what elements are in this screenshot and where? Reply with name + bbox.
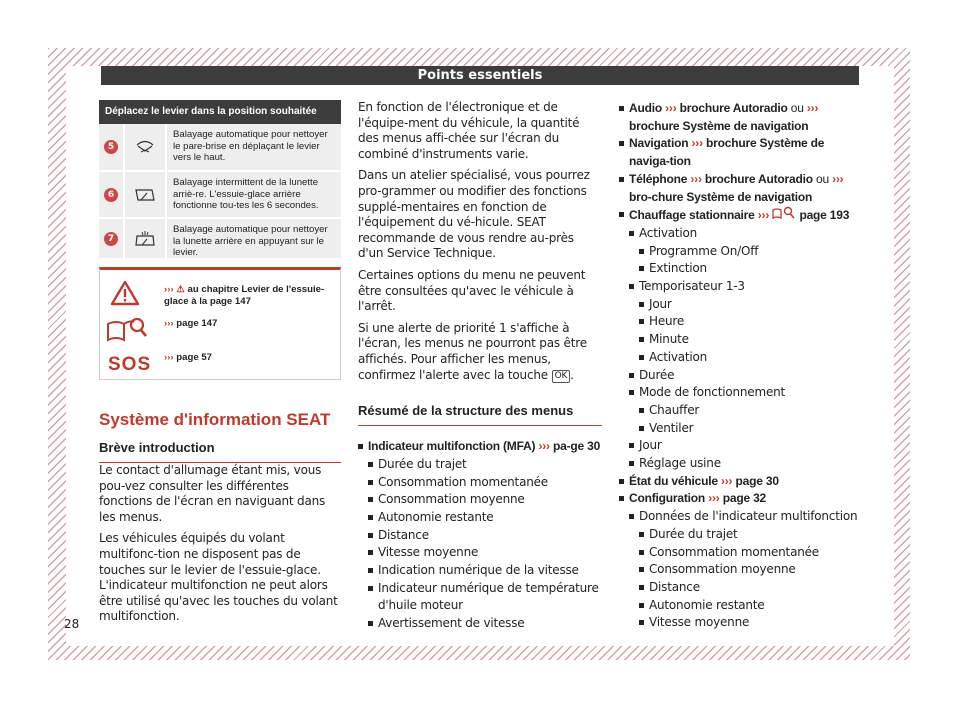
summary-title: Résumé de la structure des menus <box>358 403 602 426</box>
intro-paragraph: Les véhicules équipés du volant multifonc-tion ne disposent pas de touches sur le levier de l'essuie-glace. L'indicateur multifonction ne peut alors être utilisé qu'avec les touches du volant multifonction. <box>99 531 338 624</box>
step-number: 5 <box>104 140 118 154</box>
table-row <box>99 124 341 172</box>
middle-column <box>358 100 602 633</box>
reference-page[interactable]: ››› page 147 <box>164 318 218 329</box>
rear-wiper-interval-icon <box>123 172 167 217</box>
list-item: Consommation momentanée <box>368 474 602 492</box>
list-item: Distance <box>368 527 602 545</box>
list-item: Temporisateur 1-3 <box>629 278 864 296</box>
warning-icon <box>110 280 140 310</box>
list-item: Activation <box>629 225 864 243</box>
list-item: Vitesse moyenne <box>368 544 602 562</box>
table-cell-text: Balayage intermittent de la lunette arriè-re. L'essuie-glace arrière fonctionne tou-tes les 6 secondes. <box>173 177 319 211</box>
list-item[interactable]: Navigation ››› brochure Système de naviga-tion <box>619 135 864 170</box>
rear-washer-icon <box>123 219 167 258</box>
table-row <box>99 172 341 219</box>
list-item: Jour <box>629 437 864 455</box>
list-item: Jour <box>639 296 864 314</box>
list-item: Consommation moyenne <box>368 491 602 509</box>
table-cell-text: Balayage automatique pour nettoyer le pare-brise en déplaçant le levier vers le haut. <box>173 129 328 163</box>
list-item: Autonomie restante <box>368 509 602 527</box>
list-item: Durée du trajet <box>368 456 602 474</box>
list-item: Indication numérique de la vitesse <box>368 562 602 580</box>
list-item: Minute <box>639 331 864 349</box>
list-item: Données de l'indicateur multifonction <box>629 508 864 526</box>
page-number: 28 <box>64 617 80 631</box>
list-item[interactable]: Configuration ››› page 32 <box>619 490 864 508</box>
list-item: Durée <box>629 367 864 385</box>
left-column <box>99 100 341 631</box>
list-item[interactable]: État du véhicule ››› page 30 <box>619 473 864 491</box>
step-number: 7 <box>104 232 118 246</box>
right-column <box>619 100 864 632</box>
list-item: Programme On/Off <box>639 243 864 261</box>
list-item: Distance <box>639 579 864 597</box>
table-heading: Déplacez le levier dans la position souhaitée <box>99 100 341 124</box>
alert-paragraph: Si une alerte de priorité 1 s'affiche à l'écran, les menus ne pourront pas être affichés. Pour afficher les menus, confirmez l'alerte avec la touche OK . <box>358 320 587 382</box>
body-paragraph: Dans un atelier spécialisé, vous pourrez pro-grammer ou modifier des fonctions supplé-mentaires en fonction de l'équipement du vé-hicule. SEAT recommande de vous rendre au-près d'un Service Technique. <box>358 168 590 261</box>
list-item: Ventiler <box>639 420 864 438</box>
book-search-icon <box>772 208 796 222</box>
reference-warning[interactable]: ››› ⚠ au chapitre Levier de l'essuie-glace à la page 147 <box>164 284 325 307</box>
list-item: Indicateur numérique de température d'huile moteur <box>368 580 602 615</box>
sos-icon: SOS <box>108 354 152 375</box>
list-item: Extinction <box>639 260 864 278</box>
rear-wiper-auto-icon <box>123 124 167 170</box>
body-paragraph: En fonction de l'électronique et de l'équipe-ment du véhicule, la quantité des menus affi-chée sur l'écran du combiné d'instruments varie. <box>358 100 580 161</box>
section-title: Système d'information SEAT <box>99 410 331 429</box>
list-item: Vitesse moyenne <box>639 614 864 632</box>
list-item: Mode de fonctionnement <box>629 384 864 402</box>
list-item: Consommation moyenne <box>639 561 864 579</box>
table-row <box>99 219 341 260</box>
list-item[interactable]: Audio ››› brochure Autoradio ou ››› brochure Système de navigation <box>619 100 864 135</box>
intro-paragraph: Le contact d'allumage étant mis, vous pou-vez consulter les différentes fonctions de l'écran en naviguant dans les menus. <box>99 463 326 524</box>
menu-structure-list <box>358 438 602 633</box>
body-paragraph: Certaines options du menu ne peuvent être consultées qu'avec le véhicule à l'arrêt. <box>358 267 586 314</box>
reference-box <box>99 267 341 380</box>
list-item: Durée du trajet <box>639 526 864 544</box>
list-item: Avertissement de vitesse <box>368 615 602 633</box>
menu-structure-list <box>619 100 864 632</box>
reference-sos[interactable]: ››› page 57 <box>164 352 212 363</box>
list-item: Consommation momentanée <box>639 544 864 562</box>
list-item: Réglage usine <box>629 455 864 473</box>
page-header: Points essentiels <box>101 66 859 85</box>
list-item: Chauffer <box>639 402 864 420</box>
list-item: Autonomie restante <box>639 597 864 615</box>
list-item[interactable]: Indicateur multifonction (MFA) ››› pa-ge 30 <box>358 438 602 456</box>
step-number: 6 <box>104 188 118 202</box>
book-search-icon <box>106 316 148 346</box>
list-item[interactable]: Chauffage stationnaire ››› page 193 <box>619 206 864 225</box>
ok-key-icon: OK <box>552 370 571 383</box>
list-item: Heure <box>639 313 864 331</box>
list-item[interactable]: Téléphone ››› brochure Autoradio ou ››› bro-chure Système de navigation <box>619 171 864 206</box>
section-subtitle: Brève introduction <box>99 440 341 463</box>
list-item: Activation <box>639 349 864 367</box>
table-cell-text: Balayage automatique pour nettoyer la lunette arrière en appuyant sur le levier. <box>173 224 328 258</box>
